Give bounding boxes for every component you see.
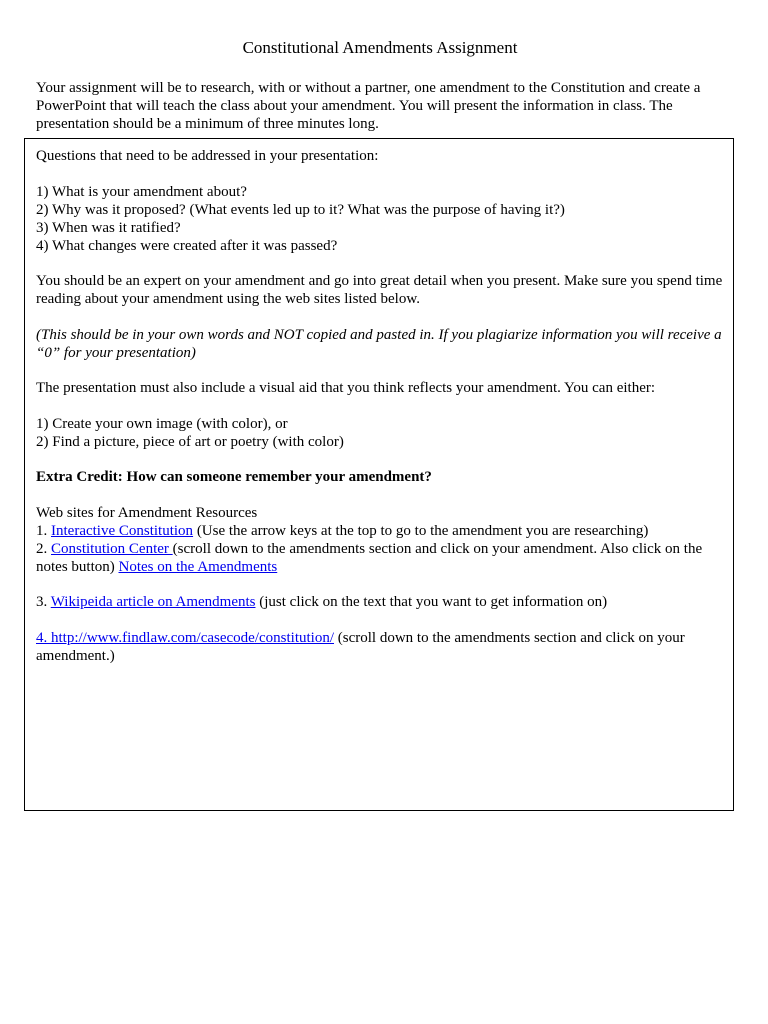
extra-credit: Extra Credit: How can someone remember your amendment?: [36, 469, 432, 485]
question-4: 4) What changes were created after it was passed?: [36, 237, 338, 254]
resource-2: [36, 540, 726, 576]
wikipedia-amendments-link[interactable]: Wikipeida article on Amendments: [50, 594, 256, 610]
visual-aid-option-2: 2) Find a picture, piece of art or poetry (with color): [36, 433, 344, 450]
resource-2-suffix: (scroll down to the amendments section and click on your amendment. Also click on the notes button): [36, 540, 703, 575]
resource-3-suffix: (just click on the text that you want to get information on): [255, 594, 608, 610]
expert-paragraph: You should be an expert on your amendment and go into great detail when you present. Make sure you spend time reading about your amendment using the web sites listed below.: [36, 273, 723, 307]
instructions-box: [24, 138, 734, 811]
instructions-content: [36, 147, 726, 665]
questions-heading: Questions that need to be addressed in your presentation:: [36, 148, 379, 164]
resource-2-prefix: 2.: [36, 540, 51, 557]
page-title: Constitutional Amendments Assignment: [242, 38, 518, 57]
constitution-center-link[interactable]: Constitution Center: [51, 540, 173, 557]
resource-3-prefix: 3.: [36, 594, 51, 610]
findlaw-link[interactable]: 4. http://www.findlaw.com/casecode/constitution/: [36, 629, 334, 646]
intro-paragraph: Your assignment will be to research, with or without a partner, one amendment to the Constitution and create a PowerPoint that will teach the class about your amendment. You will present the information in class. The presentation should be a minimum of three minutes long.: [36, 80, 701, 132]
interactive-constitution-link[interactable]: Interactive Constitution: [51, 522, 194, 539]
resource-4-suffix: (scroll down to the amendments section and click on your amendment.): [36, 629, 685, 664]
resources-heading: Web sites for Amendment Resources: [36, 504, 258, 521]
question-3: 3) When was it ratified?: [36, 219, 181, 236]
question-1: 1) What is your amendment about?: [36, 183, 247, 200]
resource-1: [36, 522, 726, 540]
visual-aid-intro: The presentation must also include a visual aid that you think reflects your amendment. You can either:: [36, 380, 656, 396]
plagiarism-note: (This should be in your own words and NOT copied and pasted in. If you plagiarize information you will receive a “0” for your presentation): [36, 326, 722, 361]
resource-4: [36, 629, 726, 665]
question-2: 2) Why was it proposed? (What events led up to it? What was the purpose of having it?): [36, 201, 565, 218]
resource-1-suffix: (Use the arrow keys at the top to go to the amendment you are researching): [193, 522, 649, 539]
resource-3: [36, 593, 726, 611]
visual-aid-option-1: 1) Create your own image (with color), or: [36, 415, 288, 432]
notes-on-amendments-link[interactable]: Notes on the Amendments: [118, 558, 278, 575]
resource-1-prefix: 1.: [36, 522, 51, 539]
